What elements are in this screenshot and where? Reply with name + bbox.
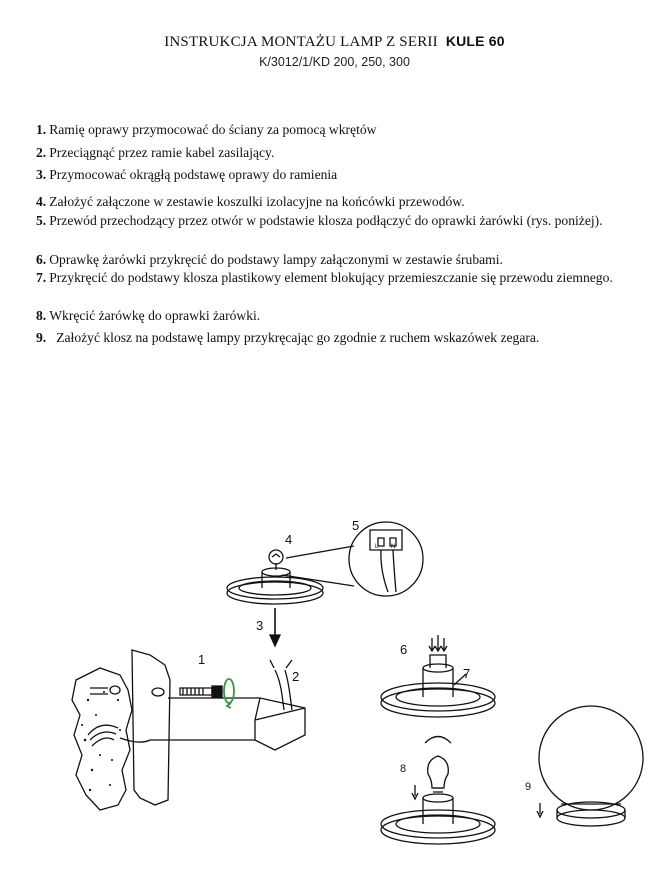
callout-line [282, 575, 354, 586]
title-text: INSTRUKCJA MONTAŻU LAMP Z SERII [164, 34, 438, 50]
terminal-label-l: L [375, 544, 379, 550]
rotation-arrow-icon [224, 679, 234, 708]
globe-lamp [537, 706, 643, 826]
terminal-label-n: N [391, 544, 396, 550]
round-base-step3 [227, 550, 323, 604]
callout-line [286, 546, 354, 558]
step-7: 7. Przykręcić do podstawy klosza plastikowy element blokujący przemieszczanie się przewodu ziemnego. [36, 270, 613, 285]
series-name: KULE 60 [445, 33, 505, 49]
step-2: 2. Przeciągnąć przez ramie kabel zasilający. [36, 145, 275, 160]
assembly-diagram [0, 500, 669, 892]
figure-label-6: 6 [400, 642, 408, 657]
step-8: 8. Wkręcić żarówkę do oprawki żarówki. [36, 308, 261, 323]
figure-label-3: 3 [256, 618, 264, 633]
down-arrow-icon [270, 608, 280, 646]
step-9: 9. Założyć klosz na podstawę lampy przykręcając go zgodnie z ruchem wskazówek zegara. [36, 330, 540, 345]
arm-mount-plate [90, 650, 170, 805]
step-5: 5. Przewód przechodzący przez otwór w podstawie klosza podłączyć do oprawki żarówki (rys. poniżej). [36, 213, 603, 228]
figure-label-9: 9 [525, 781, 532, 793]
document-title [0, 33, 669, 51]
figure-label-5: 5 [352, 518, 360, 533]
figure-label-7: 7 [463, 666, 471, 681]
figure-label-1: 1 [198, 652, 206, 667]
connection-detail-circle [349, 522, 423, 596]
step-1: 1. Ramię oprawy przymocować do ściany za pomocą wkrętów [36, 122, 377, 137]
base-with-socket [381, 635, 495, 717]
figure-label-8: 8 [400, 763, 407, 775]
screw [180, 686, 222, 697]
base-with-bulb [381, 737, 495, 845]
figure-label-4: 4 [285, 532, 293, 547]
step-4: 4. Założyć załączone w zestawie koszulki izolacyjne na końcówki przewodów. [36, 194, 465, 209]
model-numbers: K/3012/1/KD 200, 250, 300 [259, 55, 410, 69]
step-3: 3. Przymocować okrągłą podstawę oprawy do ramienia [36, 167, 338, 182]
lamp-arm [120, 698, 305, 750]
step-6: 6. Oprawkę żarówki przykręcić do podstawy lampy załączonymi w zestawie śrubami. [36, 252, 503, 267]
figure-label-2: 2 [292, 669, 300, 684]
